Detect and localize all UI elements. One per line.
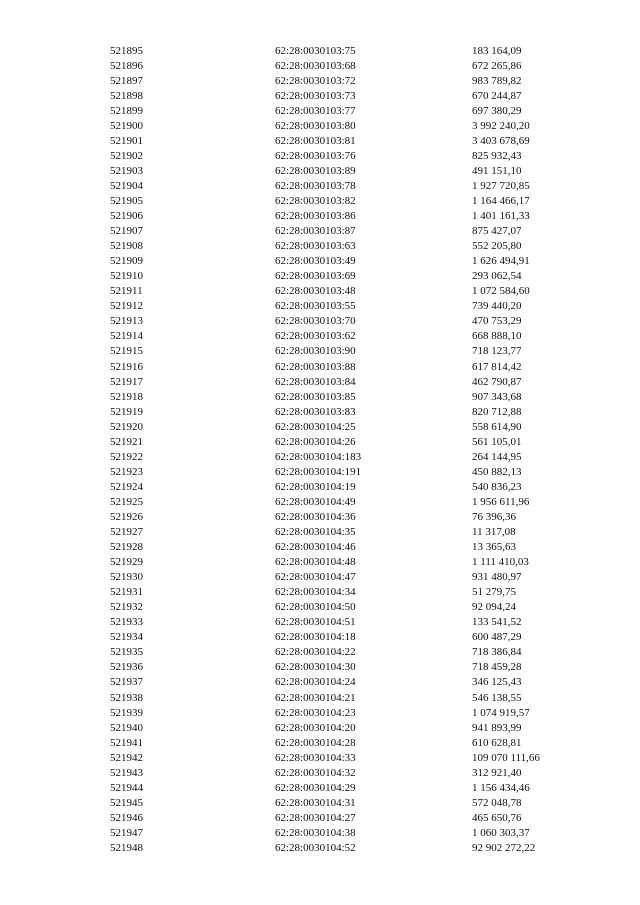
- row-number: 521919: [110, 405, 143, 418]
- cadastral-value: 718 459,28: [472, 661, 522, 674]
- row-number: 521918: [110, 390, 143, 403]
- table-row: [110, 404, 590, 419]
- cadastral-number: 62:28:0030103:83: [275, 405, 356, 418]
- row-number: 521942: [110, 751, 143, 764]
- row-number: 521911: [110, 285, 143, 298]
- cadastral-value: 76 396,36: [472, 510, 516, 523]
- cadastral-number: 62:28:0030104:46: [275, 541, 356, 554]
- row-number: 521913: [110, 315, 143, 328]
- cadastral-number: 62:28:0030104:191: [275, 465, 362, 478]
- cadastral-value: 572 048,78: [472, 796, 522, 809]
- row-number: 521904: [110, 179, 143, 192]
- row-number: 521940: [110, 721, 143, 734]
- cadastral-value: 1 164 466,17: [472, 194, 530, 207]
- cadastral-value: 718 386,84: [472, 646, 522, 659]
- cadastral-number: 62:28:0030104:38: [275, 826, 356, 839]
- row-number: 521898: [110, 89, 143, 102]
- row-number: 521944: [110, 781, 143, 794]
- table-row: [110, 540, 590, 555]
- cadastral-number: 62:28:0030104:30: [275, 661, 356, 674]
- cadastral-value: 462 790,87: [472, 375, 522, 388]
- row-number: 521910: [110, 270, 143, 283]
- cadastral-number: 62:28:0030104:21: [275, 691, 356, 704]
- table-row: [110, 314, 590, 329]
- cadastral-value: 668 888,10: [472, 330, 522, 343]
- row-number: 521933: [110, 616, 143, 629]
- cadastral-number: 62:28:0030104:27: [275, 811, 356, 824]
- table-row: [110, 163, 590, 178]
- table-row: [110, 735, 590, 750]
- row-number: 521925: [110, 495, 143, 508]
- cadastral-number: 62:28:0030104:32: [275, 766, 356, 779]
- table-row: [110, 615, 590, 630]
- cadastral-value: 1 156 434,46: [472, 781, 530, 794]
- table-row: [110, 299, 590, 314]
- cadastral-value: 697 380,29: [472, 104, 522, 117]
- cadastral-number: 62:28:0030103:55: [275, 300, 356, 313]
- table-row: [110, 780, 590, 795]
- table-row: [110, 795, 590, 810]
- table-row: [110, 178, 590, 193]
- cadastral-value: 983 789,82: [472, 74, 522, 87]
- row-number: 521931: [110, 586, 143, 599]
- table-row: [110, 284, 590, 299]
- row-number: 521915: [110, 345, 143, 358]
- table-row: [110, 88, 590, 103]
- cadastral-value: 92 094,24: [472, 601, 516, 614]
- row-number: 521900: [110, 119, 143, 132]
- cadastral-number: 62:28:0030103:77: [275, 104, 356, 117]
- table-row: [110, 73, 590, 88]
- cadastral-number: 62:28:0030103:82: [275, 194, 356, 207]
- cadastral-number: 62:28:0030103:90: [275, 345, 356, 358]
- cadastral-number: 62:28:0030103:48: [275, 285, 356, 298]
- cadastral-value: 346 125,43: [472, 676, 522, 689]
- cadastral-number: 62:28:0030104:49: [275, 495, 356, 508]
- cadastral-number: 62:28:0030104:35: [275, 526, 356, 539]
- cadastral-value: 1 401 161,33: [472, 210, 530, 223]
- table-row: [110, 555, 590, 570]
- table-row: [110, 825, 590, 840]
- row-number: 521929: [110, 556, 143, 569]
- row-number: 521948: [110, 842, 143, 854]
- cadastral-value: 875 427,07: [472, 225, 522, 238]
- row-number: 521916: [110, 360, 143, 373]
- cadastral-value: 3 403 678,69: [472, 134, 530, 147]
- row-number: 521899: [110, 104, 143, 117]
- cadastral-value: 907 343,68: [472, 390, 522, 403]
- table-row: [110, 359, 590, 374]
- cadastral-value: 1 927 720,85: [472, 179, 530, 192]
- cadastral-number: 62:28:0030103:72: [275, 74, 356, 87]
- cadastral-value: 561 105,01: [472, 435, 522, 448]
- cadastral-value: 610 628,81: [472, 736, 522, 749]
- cadastral-number: 62:28:0030104:18: [275, 631, 356, 644]
- cadastral-value: 465 650,76: [472, 811, 522, 824]
- row-number: 521928: [110, 541, 143, 554]
- cadastral-number: 62:28:0030103:68: [275, 59, 356, 72]
- row-number: 521924: [110, 480, 143, 493]
- row-number: 521895: [110, 44, 143, 57]
- cadastral-value: 1 956 611,96: [472, 495, 530, 508]
- row-number: 521923: [110, 465, 143, 478]
- cadastral-number: 62:28:0030103:73: [275, 89, 356, 102]
- row-number: 521939: [110, 706, 143, 719]
- cadastral-number: 62:28:0030103:69: [275, 270, 356, 283]
- table-row: [110, 675, 590, 690]
- cadastral-value: 825 932,43: [472, 149, 522, 162]
- table-row: [110, 705, 590, 720]
- table-row: [110, 254, 590, 269]
- cadastral-value: 540 836,23: [472, 480, 522, 493]
- cadastral-value: 558 614,90: [472, 420, 522, 433]
- cadastral-number: 62:28:0030104:24: [275, 676, 356, 689]
- table-row: [110, 750, 590, 765]
- table-row: [110, 209, 590, 224]
- row-number: 521906: [110, 210, 143, 223]
- cadastral-value: 941 893,99: [472, 721, 522, 734]
- cadastral-value: 1 072 584,60: [472, 285, 530, 298]
- cadastral-value: 312 921,40: [472, 766, 522, 779]
- row-number: 521930: [110, 571, 143, 584]
- cadastral-number: 62:28:0030104:50: [275, 601, 356, 614]
- row-number: 521943: [110, 766, 143, 779]
- cadastral-number: 62:28:0030104:28: [275, 736, 356, 749]
- cadastral-number: 62:28:0030103:78: [275, 179, 356, 192]
- cadastral-value: 670 244,87: [472, 89, 522, 102]
- table-row: [110, 389, 590, 404]
- cadastral-number: 62:28:0030103:86: [275, 210, 356, 223]
- cadastral-value: 51 279,75: [472, 586, 516, 599]
- table-row: [110, 720, 590, 735]
- cadastral-value: 1 111 410,03: [472, 556, 529, 569]
- cadastral-number: 62:28:0030104:22: [275, 646, 356, 659]
- cadastral-value: 718 123,77: [472, 345, 522, 358]
- cadastral-value: 183 164,09: [472, 44, 522, 57]
- table-row: [110, 600, 590, 615]
- row-number: 521936: [110, 661, 143, 674]
- row-number: 521901: [110, 134, 143, 147]
- cadastral-value: 293 062,54: [472, 270, 522, 283]
- row-number: 521909: [110, 255, 143, 268]
- row-number: 521917: [110, 375, 143, 388]
- cadastral-number: 62:28:0030104:26: [275, 435, 356, 448]
- cadastral-value-table: [110, 43, 590, 856]
- table-row: [110, 464, 590, 479]
- cadastral-number: 62:28:0030104:29: [275, 781, 356, 794]
- cadastral-number: 62:28:0030104:183: [275, 450, 362, 463]
- cadastral-value: 931 480,97: [472, 571, 522, 584]
- table-row: [110, 374, 590, 389]
- row-number: 521902: [110, 149, 143, 162]
- table-row: [110, 434, 590, 449]
- row-number: 521914: [110, 330, 143, 343]
- cadastral-value: 600 487,29: [472, 631, 522, 644]
- cadastral-number: 62:28:0030103:70: [275, 315, 356, 328]
- cadastral-number: 62:28:0030104:52: [275, 842, 356, 854]
- row-number: 521935: [110, 646, 143, 659]
- cadastral-value: 1 626 494,91: [472, 255, 530, 268]
- row-number: 521907: [110, 225, 143, 238]
- table-row: [110, 193, 590, 208]
- cadastral-value: 3 992 240,20: [472, 119, 530, 132]
- cadastral-value: 11 317,08: [472, 526, 516, 539]
- table-row: [110, 58, 590, 73]
- table-row: [110, 509, 590, 524]
- cadastral-number: 62:28:0030104:20: [275, 721, 356, 734]
- cadastral-value: 450 882,13: [472, 465, 522, 478]
- table-row: [110, 660, 590, 675]
- cadastral-number: 62:28:0030104:34: [275, 586, 356, 599]
- table-row: [110, 630, 590, 645]
- table-row: [110, 645, 590, 660]
- row-number: 521905: [110, 194, 143, 207]
- table-row: [110, 494, 590, 509]
- row-number: 521921: [110, 435, 143, 448]
- table-row: [110, 269, 590, 284]
- cadastral-number: 62:28:0030104:51: [275, 616, 356, 629]
- table-row: [110, 239, 590, 254]
- table-row: [110, 419, 590, 434]
- row-number: 521927: [110, 526, 143, 539]
- cadastral-value: 133 541,52: [472, 616, 522, 629]
- cadastral-number: 62:28:0030103:62: [275, 330, 356, 343]
- cadastral-value: 552 205,80: [472, 240, 522, 253]
- row-number: 521946: [110, 811, 143, 824]
- table-row: [110, 118, 590, 133]
- row-number: 521912: [110, 300, 143, 313]
- row-number: 521897: [110, 74, 143, 87]
- cadastral-number: 62:28:0030104:25: [275, 420, 356, 433]
- cadastral-number: 62:28:0030104:19: [275, 480, 356, 493]
- row-number: 521932: [110, 601, 143, 614]
- row-number: 521941: [110, 736, 143, 749]
- cadastral-value: 13 365,63: [472, 541, 516, 554]
- cadastral-number: 62:28:0030103:87: [275, 225, 356, 238]
- cadastral-number: 62:28:0030104:33: [275, 751, 356, 764]
- table-row: [110, 525, 590, 540]
- row-number: 521937: [110, 676, 143, 689]
- table-row: [110, 43, 590, 58]
- row-number: 521947: [110, 826, 143, 839]
- cadastral-number: 62:28:0030103:81: [275, 134, 356, 147]
- cadastral-value: 1 060 303,37: [472, 826, 530, 839]
- cadastral-number: 62:28:0030103:49: [275, 255, 356, 268]
- cadastral-number: 62:28:0030103:80: [275, 119, 356, 132]
- cadastral-number: 62:28:0030104:36: [275, 510, 356, 523]
- table-row: [110, 690, 590, 705]
- table-row: [110, 765, 590, 780]
- row-number: 521945: [110, 796, 143, 809]
- cadastral-value: 672 265,86: [472, 59, 522, 72]
- table-row: [110, 585, 590, 600]
- cadastral-value: 92 902 272,22: [472, 842, 536, 854]
- row-number: 521922: [110, 450, 143, 463]
- cadastral-value: 546 138,55: [472, 691, 522, 704]
- cadastral-number: 62:28:0030103:76: [275, 149, 356, 162]
- cadastral-number: 62:28:0030104:48: [275, 556, 356, 569]
- row-number: 521896: [110, 59, 143, 72]
- table-row: [110, 840, 590, 855]
- cadastral-number: 62:28:0030104:31: [275, 796, 356, 809]
- table-row: [110, 148, 590, 163]
- table-row: [110, 133, 590, 148]
- row-number: 521926: [110, 510, 143, 523]
- cadastral-value: 1 074 919,57: [472, 706, 530, 719]
- cadastral-number: 62:28:0030103:84: [275, 375, 356, 388]
- cadastral-number: 62:28:0030104:47: [275, 571, 356, 584]
- table-row: [110, 479, 590, 494]
- row-number: 521908: [110, 240, 143, 253]
- cadastral-value: 820 712,88: [472, 405, 522, 418]
- table-row: [110, 570, 590, 585]
- cadastral-value: 617 814,42: [472, 360, 522, 373]
- row-number: 521903: [110, 164, 143, 177]
- table-row: [110, 224, 590, 239]
- cadastral-number: 62:28:0030103:63: [275, 240, 356, 253]
- table-row: [110, 344, 590, 359]
- cadastral-value: 109 070 111,66: [472, 751, 540, 764]
- row-number: 521920: [110, 420, 143, 433]
- row-number: 521938: [110, 691, 143, 704]
- table-row: [110, 329, 590, 344]
- cadastral-number: 62:28:0030103:75: [275, 44, 356, 57]
- row-number: 521934: [110, 631, 143, 644]
- cadastral-number: 62:28:0030103:85: [275, 390, 356, 403]
- cadastral-number: 62:28:0030104:23: [275, 706, 356, 719]
- cadastral-value: 739 440,20: [472, 300, 522, 313]
- cadastral-value: 264 144,95: [472, 450, 522, 463]
- cadastral-value: 491 151,10: [472, 164, 522, 177]
- cadastral-value: 470 753,29: [472, 315, 522, 328]
- table-row: [110, 449, 590, 464]
- table-row: [110, 103, 590, 118]
- table-row: [110, 810, 590, 825]
- cadastral-number: 62:28:0030103:89: [275, 164, 356, 177]
- cadastral-number: 62:28:0030103:88: [275, 360, 356, 373]
